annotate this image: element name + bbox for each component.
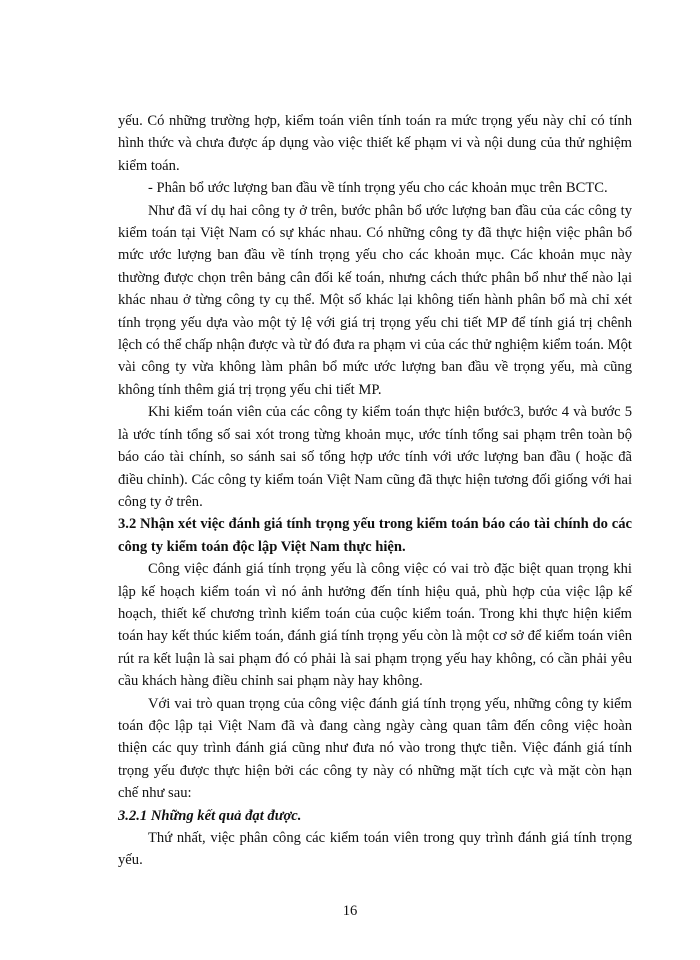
paragraph-6: Với vai trò quan trọng của công việc đánh giá tính trọng yếu, những công ty kiểm toán độc lập tại Việt Nam đã và đang càng ngày càng quan tâm đến công việc hoàn thiện các quy trình đánh giá cũng như đưa nó vào trong thực tiễn. Việc đánh giá tính trọng yếu được thực hiện bởi các công ty này có những mặt tích cực và mặt còn hạn chế như sau: [118,695,632,802]
paragraph-5: Công việc đánh giá tính trọng yếu là công việc có vai trò đặc biệt quan trọng khi lập kế hoạch kiểm toán vì nó ảnh hưởng đến tính hiệu quả, phù hợp của việc lập kế hoạch, thiết kế chương trình kiểm toán của cuộc kiểm toán. Trong khi thực hiện kiểm toán hay kết thúc kiểm toán, đánh giá tính trọng yếu còn là một cơ sở để kiểm toán viên rút ra kết luận là sai phạm đó có phải là sai phạm trọng yếu hay không, có cần phải yêu cầu khách hàng điều chỉnh sai phạm này hay không. [118,561,632,690]
paragraph-4: Khi kiểm toán viên của các công ty kiểm toán thực hiện bước3, bước 4 và bước 5 là ước tính tổng số sai xót trong từng khoản mục, ước tính tổng sai phạm trên toàn bộ báo cáo tài chính, so sánh sai số tổng hợp ước tính với ước lượng ban đầu ( hoặc đã điều chỉnh). Các công ty kiểm toán Việt Nam cũng đã thực hiện tương đối giống với hai công ty ở trên. [118,404,632,510]
subsection-heading-3-2-1: 3.2.1 Những kết quả đạt được. [118,807,302,824]
page-number: 16 [342,903,358,919]
paragraph-2: - Phân bổ ước lượng ban đầu về tính trọng yếu cho các khoản mục trên BCTC. [148,180,608,197]
paragraph-1: yếu. Có những trường hợp, kiểm toán viên tính toán ra mức trọng yếu này chỉ có tính hình thức và chưa được áp dụng vào việc thiết kế phạm vi và nội dung của thử nghiệm kiểm toán. [118,113,632,174]
paragraph-3: Như đã ví dụ hai công ty ở trên, bước phân bổ ước lượng ban đầu của các công ty kiểm toán tại Việt Nam có sự khác nhau. Có những công ty đã thực hiện việc phân bổ mức ước lượng ban đầu về tính trọng yếu cho các khoản mục. Các khoản mục này thường được chọn trên bảng cân đối kế toán, nhưng cách thức phân bổ như thế nào lại khác nhau ở từng công ty cụ thể. Một số khác lại không tiến hành phân bổ mà chỉ xét tính trọng yếu dựa vào một tỷ lệ với giá trị trọng yếu chi tiết MP để tính giá trị chênh lệch có thể chấp nhận được và từ đó đưa ra phạm vi của các thử nghiệm kiểm toán. Một vài công ty vừa không làm phân bổ mức ước lượng ban đầu về trọng yếu, mà cũng không tính thêm giá trị trọng yếu chi tiết MP. [118,202,632,398]
paragraph-7: Thứ nhất, việc phân công các kiểm toán viên trong quy trình đánh giá tính trọng yếu. [118,830,632,869]
section-heading-3-2: 3.2 Nhận xét việc đánh giá tính trọng yếu trong kiểm toán báo cáo tài chính do các công ty kiểm toán độc lập Việt Nam thực hiện. [118,516,632,555]
body-text [118,110,632,872]
